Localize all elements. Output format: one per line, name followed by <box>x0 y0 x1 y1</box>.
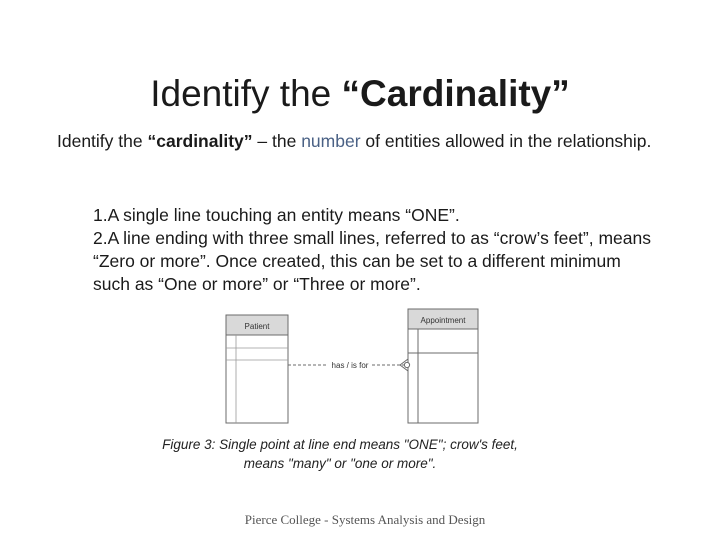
intro-suffix: of entities allowed in the relationship. <box>360 131 652 151</box>
intro-paragraph <box>57 130 657 153</box>
relationship-connector <box>288 359 410 371</box>
title-emphasis: “Cardinality” <box>341 73 570 114</box>
erd-diagram <box>222 308 484 424</box>
patient-entity-label: Patient <box>244 322 270 331</box>
title-prefix: Identify the <box>150 73 342 114</box>
cardinality-list <box>93 204 653 296</box>
figure-caption: Figure 3: Single point at line end means "ONE"; crow's feet, means "many" or "one or more". <box>162 437 518 471</box>
intro-dash: – the <box>252 131 302 151</box>
list-item: 1.A single line touching an entity means “ONE”. <box>93 205 460 225</box>
intro-accent-word: number <box>301 131 361 151</box>
entity-patient <box>226 315 288 423</box>
relationship-label: has / is for <box>331 361 369 370</box>
slide-footer: Pierce College - Systems Analysis and Design <box>244 512 486 527</box>
appointment-entity-label: Appointment <box>420 316 466 325</box>
entity-appointment <box>408 309 478 423</box>
intro-term: “cardinality” <box>147 131 253 151</box>
list-item: 2.A line ending with three small lines, referred to as “crow’s feet”, means “Zero or more”. Once created, this can be set to a different minimum such as “One or more” or “Three or more”. <box>93 228 651 294</box>
intro-prefix: Identify the <box>57 131 148 151</box>
slide-title <box>0 72 720 116</box>
